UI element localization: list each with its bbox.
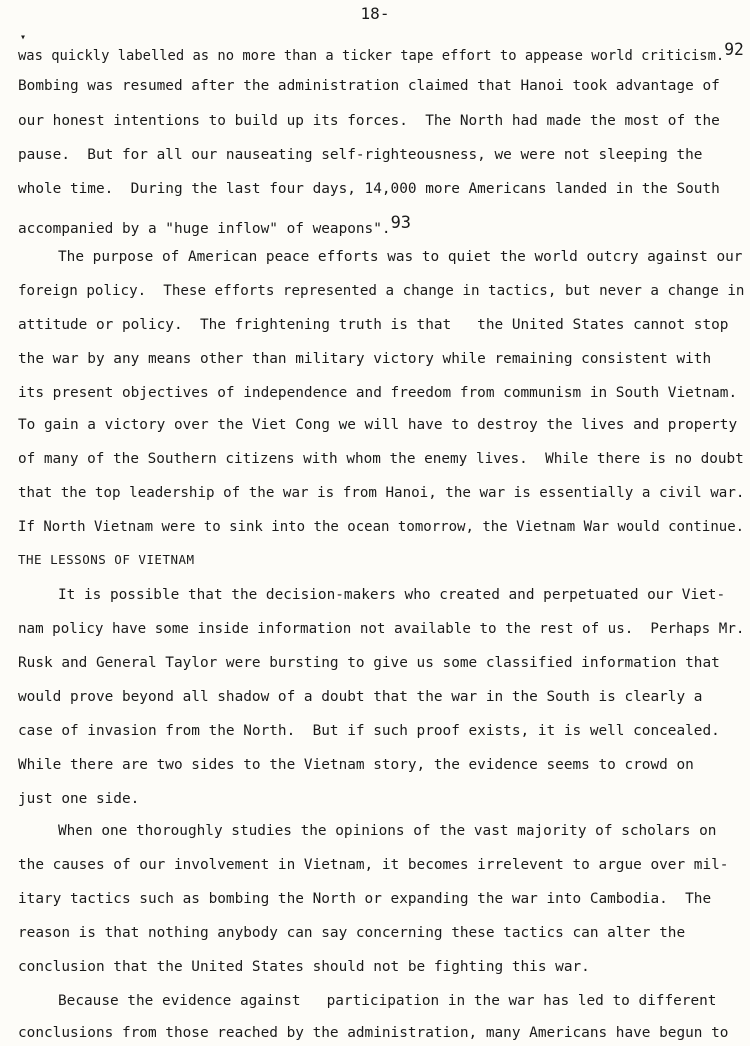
text-line: whole time. During the last four days, 14,000 more Americans landed in the South [18, 181, 720, 197]
text-line: would prove beyond all shadow of a doubt that the war in the South is clearly a [18, 689, 703, 705]
text-line: nam policy have some inside information not available to the rest of us. Perhaps Mr. [18, 621, 745, 637]
text-line: attitude or policy. The frightening truth is that the United States cannot stop [18, 317, 729, 333]
text-line: the war by any means other than military victory while remaining consistent with [18, 351, 712, 367]
text-line: When one thoroughly studies the opinions of the vast majority of scholars on [58, 823, 717, 839]
text-line: foreign policy. These efforts represented a change in tactics, but never a change in [18, 283, 745, 299]
text-line: Bombing was resumed after the administration claimed that Hanoi took advantage of [18, 78, 720, 94]
text-line: itary tactics such as bombing the North or expanding the war into Cambodia. The [18, 891, 712, 907]
text-line: of many of the Southern citizens with whom the enemy lives. While there is no doubt [18, 451, 744, 467]
text-line: conclusions from those reached by the administration, many Americans have begun to [18, 1025, 729, 1041]
text-line: its present objectives of independence and freedom from communism in South Vietnam. [18, 385, 738, 401]
text-line: Rusk and General Taylor were bursting to give us some classified information that [18, 655, 720, 671]
footnote-ref: 93 [390, 213, 412, 233]
text-line: conclusion that the United States should not be fighting this war. [18, 959, 590, 975]
text-line: reason is that nothing anybody can say concerning these tactics can alter the [18, 925, 686, 941]
text-line: the causes of our involvement in Vietnam, it becomes irrelevent to argue over mil- [18, 857, 729, 873]
footnote-ref: 92 [724, 40, 744, 60]
text-line: Because the evidence against participation in the war has led to different [58, 993, 717, 1009]
text-line: If North Vietnam were to sink into the ocean tomorrow, the Vietnam War would continue. [18, 519, 745, 535]
text-line: that the top leadership of the war is from Hanoi, the war is essentially a civil war. [18, 485, 745, 501]
text-line: our honest intentions to build up its forces. The North had made the most of the [18, 113, 720, 129]
text-line: To gain a victory over the Viet Cong we will have to destroy the lives and property [18, 417, 738, 433]
text-line: The purpose of American peace efforts was to quiet the world outcry against our [58, 249, 743, 265]
text-line: It is possible that the decision-makers who created and perpetuated our Viet- [58, 587, 726, 603]
text-line: was quickly labelled as no more than a ticker tape effort to appease world criticism.92 [18, 40, 744, 64]
page-number: 18- [360, 4, 390, 23]
text-line: pause. But for all our nauseating self-righteousness, we were not sleeping the [18, 147, 703, 163]
text-line: just one side. [18, 791, 140, 807]
text-line: While there are two sides to the Vietnam story, the evidence seems to crowd on [18, 757, 694, 773]
stray-mark: ▾ [20, 32, 27, 43]
text-line: accompanied by a "huge inflow" of weapons".93 [18, 213, 412, 237]
text-line: case of invasion from the North. But if such proof exists, it is well concealed. [18, 723, 720, 739]
section-heading: THE LESSONS OF VIETNAM [18, 552, 195, 567]
